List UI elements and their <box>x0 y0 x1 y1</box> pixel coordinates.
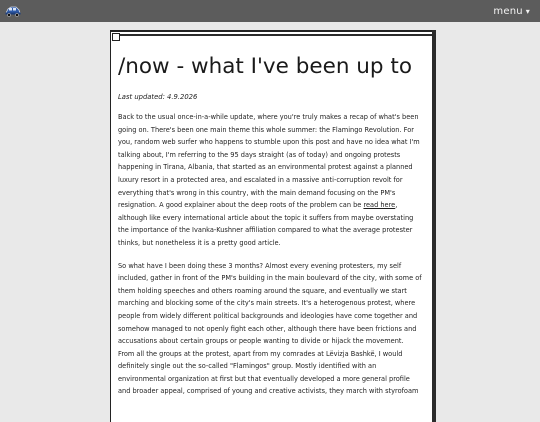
last-updated: Last updated: 4.9.2026 <box>118 93 198 101</box>
text-line: Back to the usual once-in-a-while update, where you're truly makes a recap of what's been <box>118 113 419 121</box>
menu-button[interactable] <box>493 6 530 17</box>
text-line: environmental organization at first but that eventually developed a more general profile <box>118 374 410 383</box>
text-line: accusations about certain groups or people wanting to divide or hijack the movement. <box>118 337 404 346</box>
post-window <box>110 30 432 422</box>
text-line: marching and blocking some of the city's main streets. It's a heterogenous protest, where <box>118 299 416 308</box>
text-line: talking about, I'm referring to the 95 days straight (as of today) and ongoing protests <box>118 150 401 159</box>
text-line: somehow managed to not openly fight each other, although there have been frictions and <box>118 324 417 333</box>
text-line: So what have I been doing these 3 months? Almost every evening protesters, my self <box>118 261 402 270</box>
text-line: and broader appeal, comprised of young and creative activists, they march with styrofoam <box>118 387 419 396</box>
text-line: you, random web surfer who happens to stumble upon this post and have no idea what I'm <box>118 138 420 147</box>
text-line: included, gather in front of the PM's building in the main boulevard of the city, with some of <box>118 274 422 283</box>
car-logo-icon[interactable] <box>4 4 22 18</box>
text-line: happening in Tirana, Albania, that started as an environmental protest against a planned <box>118 163 413 172</box>
text-line: everything that's wrong in this country, with the main demand focusing on the PM's <box>118 188 396 197</box>
text-fragment: resignation. A good explainer about the deep roots of the problem can be <box>118 201 364 210</box>
text-line: although like every international article about the topic it suffers from maybe overstating <box>118 213 414 222</box>
chevron-down-icon: ▾ <box>525 6 530 16</box>
read-here-link[interactable]: read here <box>363 201 396 210</box>
page-title: /now - what I've been up to <box>118 54 412 79</box>
text-line: luxury resort in a protected area, and escalated in a massive anti-corruption revolt for <box>118 175 403 184</box>
post-content <box>118 54 424 398</box>
text-line: the importance of the Ivanka-Kushner affiliation compared to what the average protester <box>118 226 413 235</box>
text-line: people from widely different political backgrounds and ideologies have come together and <box>118 311 418 320</box>
top-navigation-bar <box>0 0 540 22</box>
text-line-with-link <box>118 199 424 212</box>
text-line: definitely single out the so-called "Flamingos" group. Mostly identified with an <box>118 362 377 371</box>
text-fragment: , <box>395 201 398 210</box>
text-line: From all the groups at the protest, apart from my comrades at Lëvizja Bashkë, I would <box>118 349 403 358</box>
text-line: thinks, but nonetheless it is a pretty good article. <box>118 238 281 247</box>
paragraph-1 <box>118 111 424 250</box>
text-line: going on. There's been one main theme this whole summer: the Flamingo Revolution. For <box>118 125 414 134</box>
text-line: them holding speeches and others roaming around the square, and eventually we start <box>118 286 407 295</box>
paragraph-2 <box>118 260 424 399</box>
window-close-box[interactable] <box>112 33 120 41</box>
menu-label: menu <box>493 5 523 17</box>
